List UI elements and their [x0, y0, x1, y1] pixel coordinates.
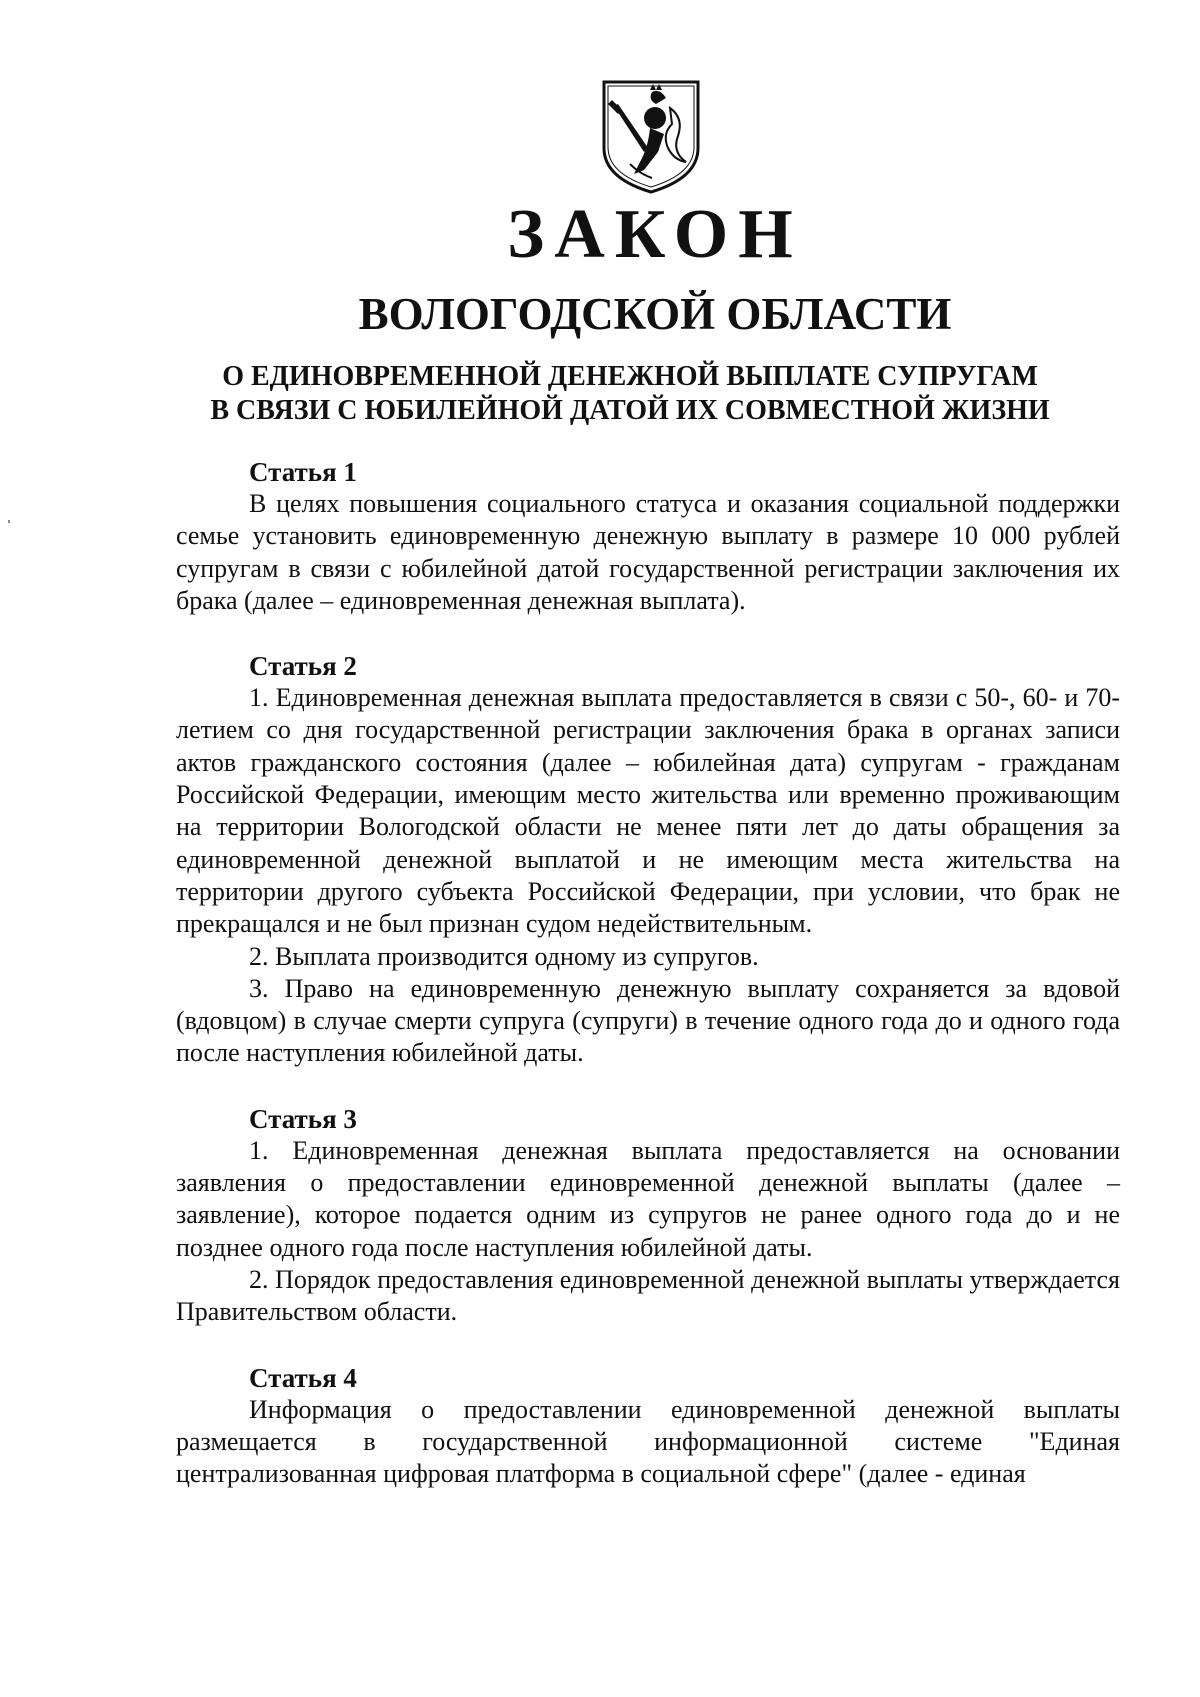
scan-artifact: [8, 520, 10, 523]
article-paragraph: 3. Право на единовременную денежную выплату сохраняется за вдовой (вдовцом) в случае смерти супруга (супруги) в течение одного года до и одного года после наступления юбилейной даты.: [176, 973, 1120, 1068]
article-heading: Статья 1: [249, 457, 357, 487]
title-block: [0, 190, 1200, 344]
vologda-coat-of-arms-icon: [600, 78, 702, 196]
article-4: [176, 1362, 1120, 1491]
subtitle-line-1: О ЕДИНОВРЕМЕННОЙ ДЕНЕЖНОЙ ВЫПЛАТЕ СУПРУГАМ: [222, 361, 1038, 392]
article-paragraph: Информация о предоставлении единовременной денежной выплаты размещается в государственной информационной системе "Единая централизованная цифровая платформа в социальной сфере" (далее - единая: [176, 1394, 1120, 1489]
article-3: [176, 1103, 1120, 1329]
article-heading: Статья 3: [249, 1103, 357, 1134]
article-heading: Статья 4: [249, 1362, 357, 1393]
document-title: ЗАКОН: [507, 196, 803, 273]
article-2: [176, 650, 1120, 1070]
article-paragraph: В целях повышения социального статуса и оказания социальной поддержки семье установить единовременную денежную выплату в размере 10 000 рублей супругам в связи с юбилейной датой государственной регистрации заключения их брака (далее – единовременная денежная выплата).: [176, 489, 1120, 615]
article-paragraph: 2. Выплата производится одному из супругов.: [249, 941, 759, 971]
article-paragraph: 1. Единовременная денежная выплата предоставляется на основании заявления о предоставлении единовременной денежной выплаты (далее – заявление), которое подается одним из супругов не ранее одного года до и не позднее одного года после наступления юбилейной даты.: [176, 1135, 1120, 1262]
article-1: [176, 456, 1120, 617]
article-paragraph: 1. Единовременная денежная выплата предоставляется в связи с 50-, 60- и 70-летием со дня государственной регистрации заключения брака в органах записи актов гражданского состояния (далее – юбилейная дата) супругам - гражданам Российской Федерации, имеющим место жительства или временно проживающим на территории Вологодской области не менее пяти лет до даты обращения за единовременной денежной выплатой и не имеющим места жительства на территории другого субъекта Российской Федерации, при условии, что брак не прекращался и не был признан судом недействительным.: [176, 683, 1120, 939]
article-paragraph: 2. Порядок предоставления единовременной денежной выплаты утверждается Правительством области.: [176, 1264, 1120, 1327]
article-heading: Статья 2: [249, 651, 357, 682]
document-region: ВОЛОГОДСКОЙ ОБЛАСТИ: [358, 289, 952, 339]
document-body: [176, 456, 1120, 1523]
document-subtitle: [178, 360, 1082, 428]
subtitle-line-2: В СВЯЗИ С ЮБИЛЕЙНОЙ ДАТОЙ ИХ СОВМЕСТНОЙ ЖИЗНИ: [210, 395, 1050, 426]
